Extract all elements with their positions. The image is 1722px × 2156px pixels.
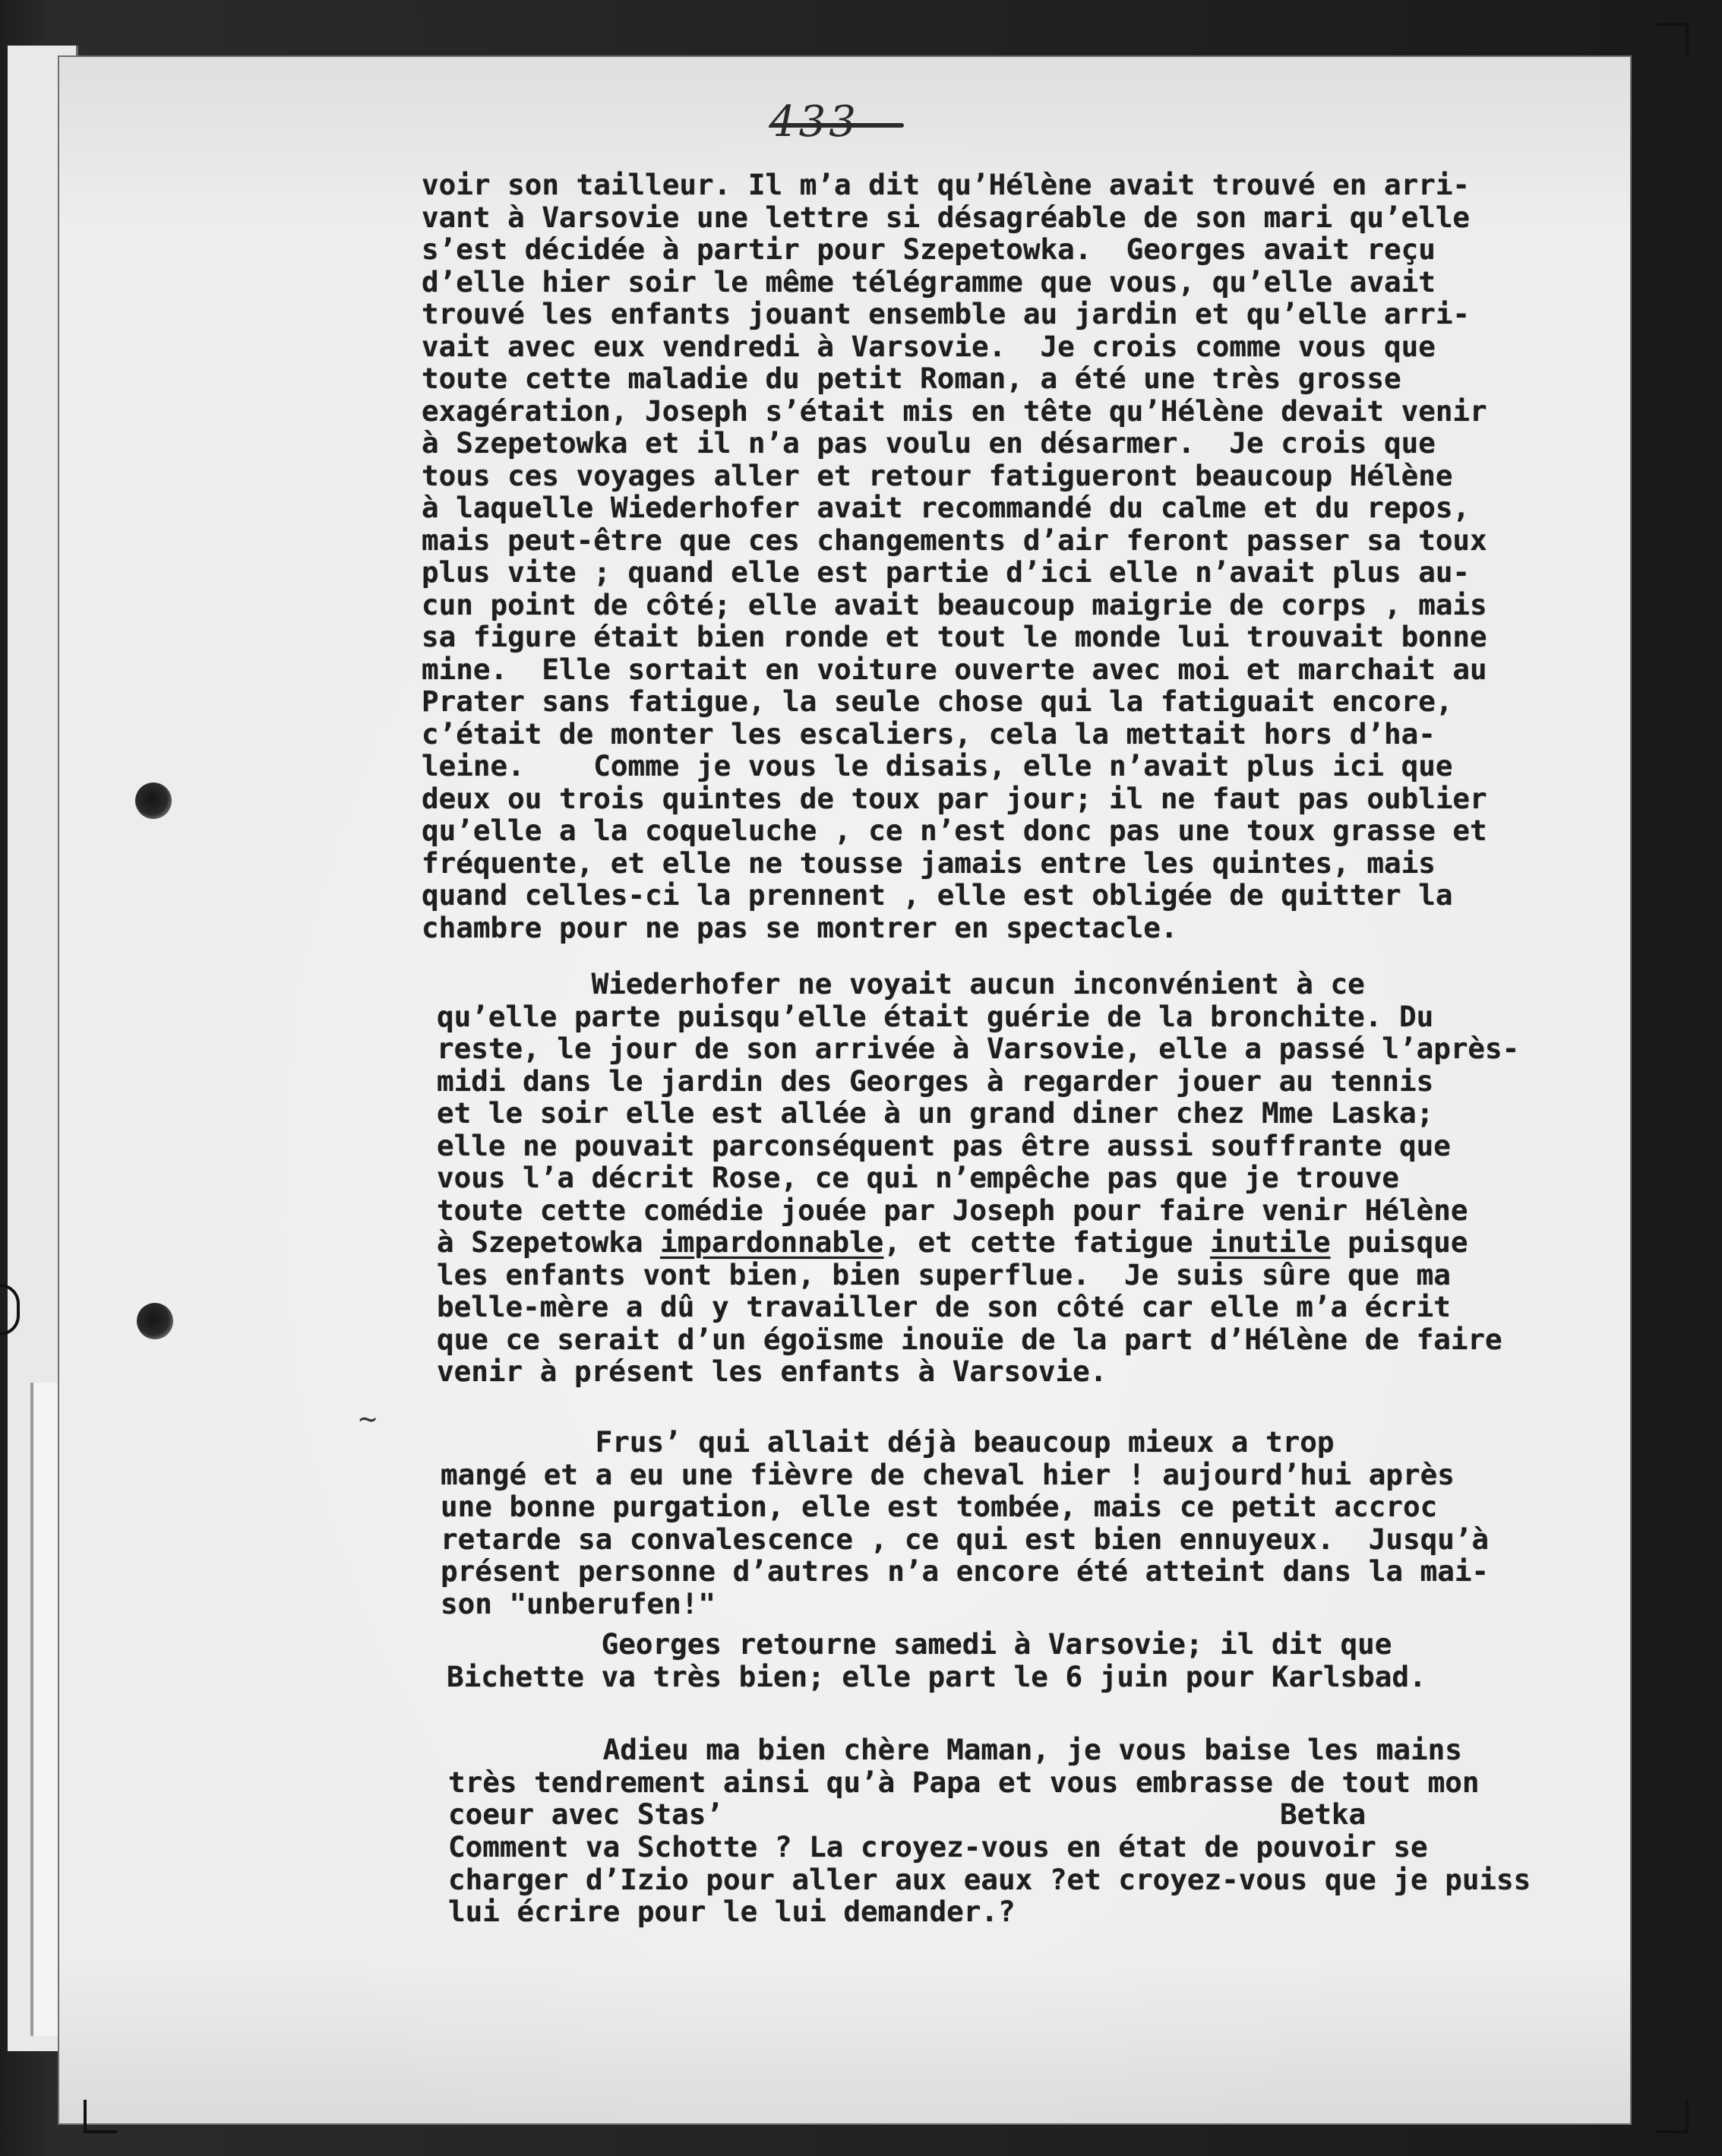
- text-segment: à Szepetowka et il n’a pas voulu en désarmer. Je crois que: [422, 426, 1436, 460]
- text-segment: Georges retourne samedi à Varsovie; il dit que: [447, 1627, 1392, 1661]
- text-line: [422, 685, 1487, 718]
- text-line: [422, 912, 1487, 944]
- text-line: [422, 266, 1487, 299]
- punch-hole-icon: [137, 1303, 173, 1339]
- text-line: [422, 718, 1487, 751]
- text-segment: , et cette fatigue: [883, 1225, 1211, 1259]
- margin-mark-icon: ~: [359, 1402, 378, 1437]
- text-line: [437, 1323, 1519, 1356]
- text-line: [448, 1734, 1479, 1766]
- text-line: [437, 1097, 1519, 1130]
- text-segment: midi dans le jardin des Georges à regarder jouer au tennis: [437, 1064, 1434, 1098]
- text-segment: et le soir elle est allée à un grand diner chez Mme Laska;: [437, 1096, 1434, 1130]
- text-line: [422, 362, 1487, 395]
- text-segment: trouvé les enfants jouant ensemble au jardin et qu’elle arri-: [422, 297, 1471, 330]
- text-line: [422, 169, 1487, 201]
- text-segment: Wiederhofer ne voyait aucun inconvénient à ce: [437, 967, 1365, 1001]
- text-segment: Adieu ma bien chère Maman, je vous baise les mains: [448, 1733, 1462, 1766]
- text-line: [441, 1523, 1489, 1556]
- text-segment: Bichette va très bien; elle part le 6 juin pour Karlsbad.: [447, 1659, 1427, 1693]
- text-line: [422, 492, 1487, 524]
- paragraph-1: [422, 169, 1487, 944]
- text-segment: Comment va Schotte ? La croyez-vous en état de pouvoir se: [448, 1830, 1428, 1864]
- text-segment: c’était de monter les escaliers, cela la mettait hors d’ha-: [422, 716, 1436, 751]
- text-line: [422, 879, 1487, 912]
- text-segment: vant à Varsovie une lettre si désagréable de son mari qu’elle: [422, 200, 1471, 234]
- text-line: [1280, 1798, 1366, 1831]
- text-segment: mangé et a eu une fièvre de cheval hier ! aujourd’hui après: [441, 1457, 1455, 1491]
- underlined-word: impardonnable: [660, 1225, 884, 1259]
- paragraph-2: [437, 968, 1519, 1388]
- text-segment: cun point de côté; elle avait beaucoup maigrie de corps , mais: [422, 587, 1487, 621]
- text-segment: belle-mère a dû y travailler de son côté car elle m’a écrit: [437, 1290, 1451, 1323]
- text-line: [448, 1895, 1531, 1928]
- underlined-word: inutile: [1210, 1225, 1331, 1259]
- text-line: [422, 782, 1487, 815]
- text-line: [437, 1065, 1519, 1098]
- text-segment: fréquente, et elle ne tousse jamais entre les quintes, mais: [422, 846, 1436, 880]
- text-line: [437, 1162, 1519, 1194]
- signature: [1280, 1798, 1366, 1831]
- text-segment: chambre pour ne pas se montrer en spectacle.: [422, 910, 1178, 944]
- text-line: [422, 330, 1487, 363]
- text-segment: quand celles-ci la prennent , elle est obligée de quitter la: [422, 878, 1453, 912]
- text-line: [441, 1459, 1489, 1491]
- text-line: [422, 750, 1487, 782]
- text-segment: qu’elle parte puisqu’elle était guérie de la bronchite. Du: [437, 999, 1434, 1033]
- text-line: [448, 1831, 1531, 1864]
- text-segment: que ce serait d’un égoïsme inouïe de la part d’Hélène de faire: [437, 1322, 1502, 1356]
- text-segment: deux ou trois quintes de toux par jour; il ne faut pas oublier: [422, 781, 1487, 815]
- text-segment: toute cette comédie jouée par Joseph pour faire venir Hélène: [437, 1193, 1468, 1227]
- text-line: [437, 1259, 1519, 1291]
- text-line: [437, 1194, 1519, 1227]
- text-segment: retarde sa convalescence , ce qui est bien ennuyeux. Jusqu’à: [441, 1522, 1490, 1556]
- text-segment: à laquelle Wiederhofer avait recommandé du calme et du repos,: [422, 491, 1471, 524]
- paragraph-3: [441, 1426, 1489, 1620]
- text-line: [422, 653, 1487, 686]
- text-line: [422, 427, 1487, 460]
- text-segment: présent personne d’autres n’a encore été atteint dans la mai-: [441, 1554, 1490, 1588]
- text-segment: à Szepetowka: [437, 1225, 661, 1259]
- text-segment: Frus’ qui allait déjà beaucoup mieux a trop: [441, 1425, 1335, 1459]
- text-line: [422, 589, 1487, 621]
- text-line: [447, 1628, 1427, 1661]
- text-line: [448, 1864, 1531, 1896]
- text-line: [447, 1661, 1427, 1693]
- text-segment: Prater sans fatigue, la seule chose qui la fatiguait encore,: [422, 684, 1453, 718]
- text-segment: s’est décidée à partir pour Szepetowka. Georges avait reçu: [422, 232, 1436, 266]
- crop-mark-bottom-right: [1655, 2100, 1689, 2133]
- text-line: [422, 460, 1487, 492]
- text-segment: elle ne pouvait parconséquent pas être aussi souffrante que: [437, 1128, 1451, 1162]
- text-line: [441, 1588, 1489, 1620]
- crop-mark-top-right: [1655, 23, 1689, 56]
- text-line: [422, 395, 1487, 428]
- page-number: 433: [769, 97, 859, 147]
- text-line: [441, 1555, 1489, 1588]
- crop-mark-bottom-left: [84, 2100, 117, 2133]
- text-segment: exagération, Joseph s’était mis en tête qu’Hélène devait venir: [422, 394, 1487, 428]
- text-segment: plus vite ; quand elle est partie d’ici elle n’avait plus au-: [422, 555, 1471, 589]
- text-line: [437, 1355, 1519, 1388]
- text-line: [437, 968, 1519, 1001]
- text-segment: mine. Elle sortait en voiture ouverte avec moi et marchait au: [422, 652, 1487, 686]
- text-segment: voir son tailleur. Il m’a dit qu’Hélène avait trouvé en arri-: [422, 168, 1471, 201]
- text-segment: tous ces voyages aller et retour fatigueront beaucoup Hélène: [422, 458, 1453, 492]
- paragraph-4: [447, 1628, 1427, 1693]
- text-line: [448, 1766, 1479, 1799]
- text-segment: les enfants vont bien, bien superflue. Je suis sûre que ma: [437, 1257, 1451, 1291]
- text-segment: une bonne purgation, elle est tombée, mais ce petit accroc: [441, 1490, 1438, 1523]
- text-line: [422, 298, 1487, 330]
- text-line: [441, 1491, 1489, 1523]
- text-segment: reste, le jour de son arrivée à Varsovie, elle a passé l’après-: [437, 1032, 1520, 1065]
- text-line: [422, 556, 1487, 589]
- text-line: [437, 1130, 1519, 1162]
- text-segment: mais peut-être que ces changements d’air feront passer sa toux: [422, 523, 1487, 557]
- text-segment: très tendrement ainsi qu’à Papa et vous embrasse de tout mon: [448, 1765, 1480, 1799]
- text-segment: vait avec eux vendredi à Varsovie. Je crois comme vous que: [422, 329, 1436, 363]
- text-line: [437, 1291, 1519, 1323]
- text-segment: son "unberufen!": [441, 1586, 716, 1620]
- text-segment: leine. Comme je vous le disais, elle n’avait plus ici que: [422, 749, 1453, 782]
- text-line: [422, 233, 1487, 266]
- text-line: [422, 814, 1487, 847]
- text-line: [422, 201, 1487, 234]
- text-segment: coeur avec Stas’: [448, 1797, 723, 1831]
- text-line: [437, 1032, 1519, 1065]
- text-segment: puisque: [1330, 1225, 1468, 1259]
- punch-hole-icon: [135, 782, 172, 819]
- text-line: [422, 621, 1487, 653]
- text-segment: d’elle hier soir le même télégramme que vous, qu’elle avait: [422, 264, 1436, 299]
- text-segment: venir à présent les enfants à Varsovie.: [437, 1355, 1107, 1388]
- text-line: [437, 1001, 1519, 1033]
- text-line: [437, 1226, 1519, 1259]
- postscript: [448, 1831, 1531, 1928]
- text-segment: charger d’Izio pour aller aux eaux ?et croyez-vous que je puiss: [448, 1862, 1531, 1896]
- text-segment: toute cette maladie du petit Roman, a été une très grosse: [422, 362, 1401, 395]
- text-line: [422, 524, 1487, 557]
- text-segment: vous l’a décrit Rose, ce qui n’empêche pas que je trouve: [437, 1161, 1399, 1194]
- text-segment: lui écrire pour le lui demander.?: [448, 1895, 1016, 1928]
- text-segment: qu’elle a la coqueluche , ce n’est donc pas une toux grasse et: [422, 814, 1487, 847]
- text-segment: Betka: [1280, 1797, 1367, 1831]
- text-segment: sa figure était bien ronde et tout le monde lui trouvait bonne: [422, 620, 1487, 653]
- text-line: [441, 1426, 1489, 1459]
- text-line: [422, 847, 1487, 880]
